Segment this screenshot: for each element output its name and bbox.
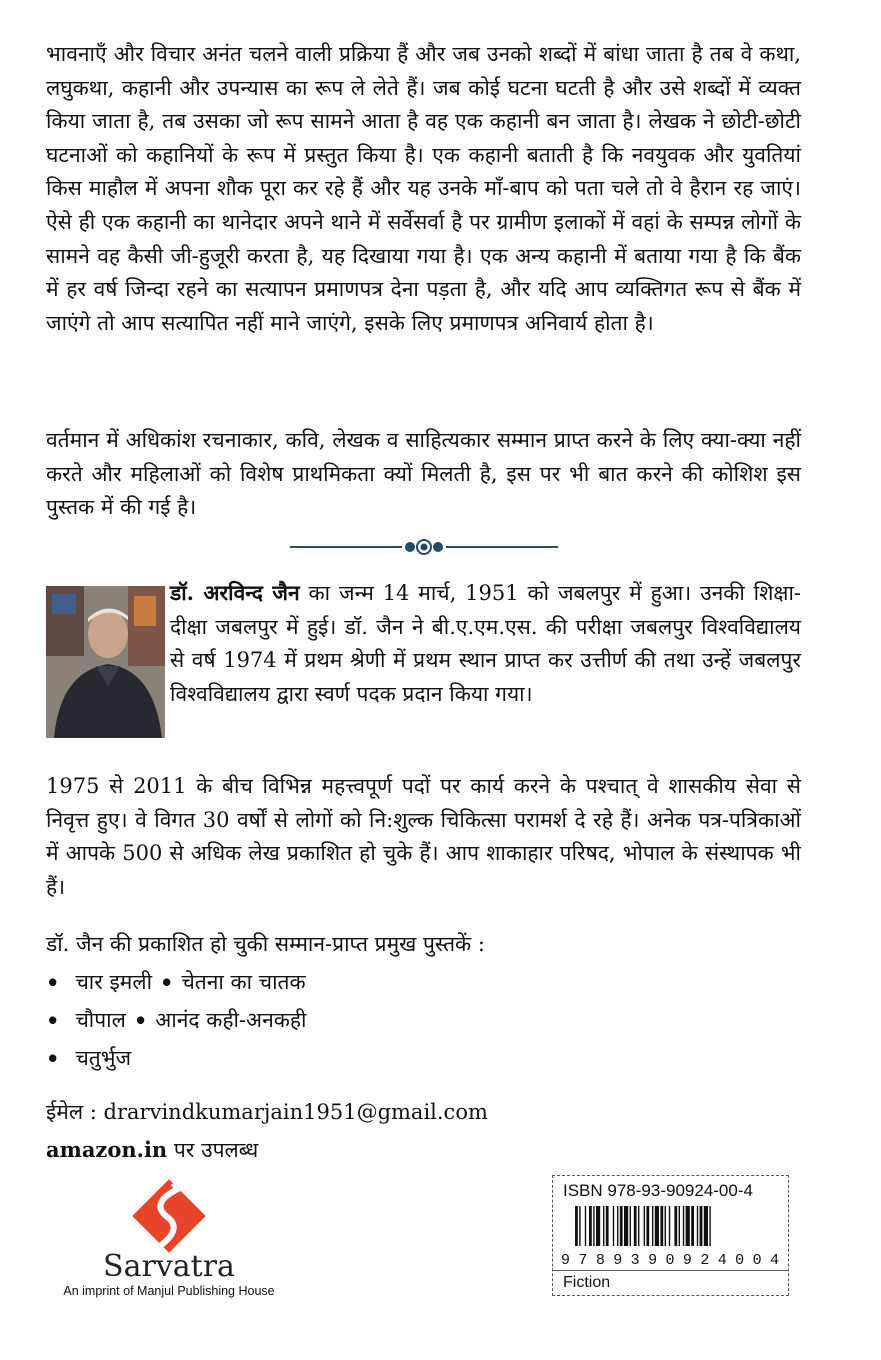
author-bio — [46, 576, 801, 741]
book-list-row — [46, 966, 306, 999]
publisher-name: Sarvatra — [103, 1249, 235, 1284]
barcode-digits: 9789390924004 — [561, 1252, 779, 1266]
amazon-link[interactable]: amazon.in — [46, 1137, 168, 1162]
second-paragraph: वर्तमान में अधिकांश रचनाकार, कवि, लेखक व साहित्यकार सम्मान प्राप्त करने के लिए क्या-क्या नहीं करते और महिलाओं को विशेष प्राथमिकता क्यों मिलती है, इस पर भी बात करने की कोशिश इस पुस्तक में की गई है। — [46, 428, 801, 520]
book-list-row — [46, 1042, 131, 1075]
bullet: • — [133, 1008, 148, 1033]
barcode — [561, 1206, 783, 1266]
author-name: डॉ. अरविन्द जैन — [170, 580, 300, 605]
book-title: चार इमली — [75, 970, 153, 994]
email-line — [46, 1096, 488, 1128]
genre-label: Fiction — [563, 1274, 611, 1291]
book-title: चेतना का चातक — [181, 970, 306, 994]
email-address[interactable]: drarvindkumarjain1951@gmail.com — [103, 1100, 488, 1124]
books-heading: डॉ. जैन की प्रकाशित हो चुकी सम्मान-प्राप्त प्रमुख पुस्तकें : — [46, 932, 485, 956]
divider — [553, 1270, 788, 1271]
ornament-divider — [290, 537, 558, 557]
intro-paragraph: भावनाएँ और विचार अनंत चलने वाली प्रक्रिया हैं और जब उनको शब्दों में बांधा जाता है तब वे कथा, लघुकथा, कहानी और उपन्यास का रूप ले लेते हैं। जब कोई घटना घटती है और उसे शब्दों में व्यक्त किया जाता है, तब उसका जो रूप सामने आता है वह एक कहानी बन जाता है। लेखक ने छोटी-छोटी घटनाओं को कहानियों के रूप में प्रस्तुत किया है। एक कहानी बताती है कि नवयुवक और युवतियां किस माहौल में अपना शौक पूरा कर रहे हैं और यह उनके माँ-बाप को पता चले तो वे हैरान रह जाएं। ऐसे ही एक कहानी का थानेदार अपने थाने में सर्वेसर्वा है पर ग्रामीण इलाकों में वहां के सम्पन्न लोगों के सामने वह कैसी जी-हुजूरी करता है, यह दिखाया गया है। एक अन्य कहानी में बताया गया है कि बैंक में हर वर्ष जिन्दा रहने का सत्यापन प्रमाणपत्र देना पड़ता है, और यदि आप व्यक्तिगत रूप से बैंक में जाएंगे तो आप सत्यापित नहीं माने जाएंगे, इसके लिए प्रमाणपत्र अनिवार्य होता है। — [46, 42, 801, 335]
bullet: • — [160, 970, 174, 995]
email-label: ईमेल : — [46, 1100, 97, 1124]
author-bio-text: का जन्म 14 मार्च, 1951 को जबलपुर में हुआ। उनकी शिक्षा-दीक्षा जबलपुर में हुई। डॉ. जैन ने बी.ए.एम.एस. की परीक्षा जबलपुर विश्वविद्यालय से वर्ष 1974 में प्रथम श्रेणी में प्रथम स्थान प्राप्त कर उत्तीर्ण की तथा उन्हें जबलपुर विश्वविद्यालय द्वारा स्वर्ण पदक प्रदान किया गया। — [170, 581, 801, 706]
bullet: • — [46, 1046, 60, 1071]
availability-line — [46, 1134, 258, 1166]
book-title: चतुर्भुज — [75, 1046, 132, 1070]
bullet: • — [46, 1008, 60, 1033]
publisher-imprint: An imprint of Manjul Publishing House — [63, 1284, 275, 1298]
book-title: चौपाल — [75, 1008, 126, 1032]
author-career: 1975 से 2011 के बीच विभिन्न महत्त्वपूर्ण पदों पर कार्य करने के पश्चात् वे शासकीय सेवा से निवृत्त हुए। वे विगत 30 वर्षों से लोगों को नि:शुल्क चिकित्सा परामर्श दे रहे हैं। अनेक पत्र-पत्रिकाओं में आपके 500 से अधिक लेख प्रकाशित हो चुके हैं। आप शाकाहार परिषद, भोपाल के संस्थापक भी हैं। — [46, 774, 801, 899]
bullet: • — [46, 970, 60, 995]
book-list-row — [46, 1004, 306, 1037]
book-title: आनंद कही-अनकही — [155, 1008, 307, 1032]
isbn-barcode-box — [552, 1175, 789, 1296]
isbn-label: ISBN 978-93-90924-00-4 — [563, 1181, 753, 1200]
availability-text: पर उपलब्ध — [167, 1138, 259, 1162]
